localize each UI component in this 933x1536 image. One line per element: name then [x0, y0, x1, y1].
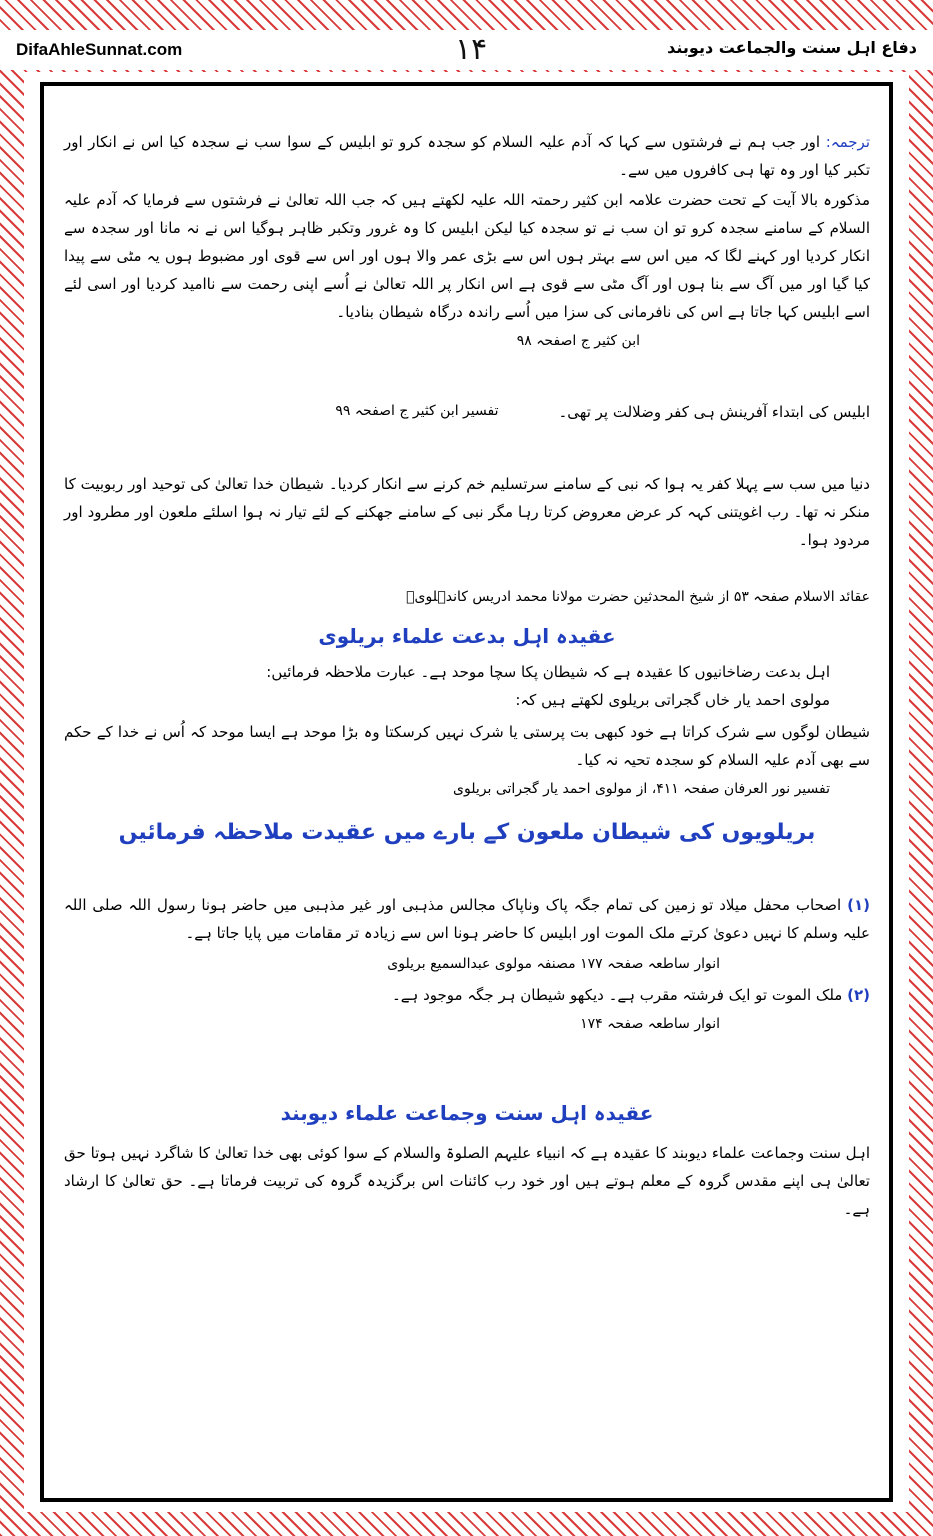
reference-2: تفسیر ابن کثیر ج اصفحہ ۹۹: [335, 403, 499, 419]
paragraph-3: دنیا میں سب سے پہلا کفر یہ ہوا کہ نبی کے سامنے سرتسلیم خم کرنے سے انکار کردیا۔ شیطان خدا تعالیٰ کی توحید اور ربوبیت کا منکر نہ تھا۔ رب اغویتنی کہہ کر عرض معروض کرتا رہا مگر نبی کے سامنے جھکنے کے لئے تیار نہ ہوا اسلئے ملعون اور مطرود اور مردود ہوا۔: [64, 475, 870, 549]
paragraph-2: ابلیس کی ابتداء آفرینش ہی کفر وضلالت پر تھی۔: [558, 403, 870, 421]
paragraph-6: شیطان لوگوں سے شرک کراتا ہے خود کبھی بت پرستی یا شرک نہیں کرسکتا وہ بڑا موحد ہے ایسا موحد کہ اُس نے خدا کے حکم سے بھی آدم علیہ السلام کو سجدہ تحیہ نہ کیا۔: [64, 723, 870, 769]
item-2-number: (۲): [847, 986, 870, 1004]
translation-paragraph: [64, 128, 870, 184]
site-name[interactable]: DifaAhleSunnat.com: [16, 40, 183, 59]
paragraph-2-row: [64, 398, 870, 426]
header: [0, 30, 933, 70]
paragraph-7: اہل سنت وجماعت علماء دیوبند کا عقیدہ ہے کہ انبیاء علیہم الصلوۃ والسلام کے سوا کوئی بھی خدا تعالیٰ کا شاگرد نہیں ہوتا حق تعالیٰ ہی اپنے مقدس گروہ کے معلم ہوتے ہیں اور خود رب کائنات اس برگزیدہ گروہ کی تربیت فرماتا ہے۔ حق تعالیٰ کا ارشاد ہے۔: [64, 1144, 870, 1218]
paragraph-4: اہل بدعت رضاخانیوں کا عقیدہ ہے کہ شیطان پکا سچا موحد ہے۔ عبارت ملاحظہ فرمائیں:: [266, 663, 830, 681]
paragraph-1: مذکورہ بالا آیت کے تحت حضرت علامہ ابن کثیر رحمتہ اللہ علیہ لکھتے ہیں کہ جب اللہ تعالیٰ نے فرشتوں سے فرمایا کہ آدم علیہ السلام کے سامنے سجدہ کرو تو ان سب نے تو سجدہ کیا لیکن ابلیس کا وہ غرور وتکبر ظاہر ہوگیا اس نے نہ مانا اور سجدہ سے انکار کردیا اور کہنے لگا کہ میں اس سے بہتر ہوں اس سے بڑی عمر والا ہوں اور اس سے قوی اور مضبوط ہوں یہ مٹی سے پیدا کیا گیا اور میں آگ سے بنا ہوں اور آگ مٹی سے قوی ہے اس انکار پر اللہ تعالیٰ نے اُسے اپنی رحمت سے ناامید کردیا اور اسی لئے اسے ابلیس کہا جاتا ہے اس کی نافرمانی کی سزا میں اُسے راندہ درگاہ شیطان بنادیا۔: [64, 191, 870, 321]
heading-devotion: بریلویوں کی شیطان ملعون کے بارے میں عقیدت ملاحظہ فرمائیں: [118, 820, 816, 845]
list-item-2: [64, 981, 870, 1009]
heading-barelvi-belief: عقیدہ اہل بدعت علماء بریلوی: [318, 624, 616, 648]
item-1-number: (۱): [847, 896, 871, 914]
paragraph-5: مولوی احمد یار خاں گجراتی بریلوی لکھتے ہیں کہ:: [515, 691, 830, 709]
page-content: [64, 122, 870, 1223]
page-number: ۱۴: [455, 32, 488, 67]
reference-3: عقائد الاسلام صفحہ ۵۳ از شیخ المحدثین حضرت مولانا محمد ادریس کاندہلویؒ: [406, 589, 870, 605]
list-item-1: [64, 891, 870, 947]
reference-5: انوار ساطعہ صفحہ ۱۷۷ مصنفہ مولوی عبدالسمیع بریلوی: [387, 956, 720, 972]
running-title: دفاع اہل سنت والجماعت دیوبند: [667, 38, 917, 57]
item-2-text: ملک الموت تو ایک فرشتہ مقرب ہے۔ دیکھو شیطان ہر جگہ موجود ہے۔: [391, 986, 843, 1004]
reference-1: ابن کثیر ج اصفحہ ۹۸: [516, 333, 640, 349]
item-1-text: اصحاب محفل میلاد تو زمین کی تمام جگہ پاک وناپاک مجالس مذہبی اور غیر مذہبی میں حاضر ہونا رسول اللہ صلی اللہ علیہ وسلم کا نہیں دعویٰ کرتے ملک الموت اور ابلیس کا حاضر ہونا اس سے زیادہ تر مقامات میں پایا جاتا ہے۔: [64, 896, 870, 942]
heading-deobandi-belief: عقیدہ اہل سنت وجماعت علماء دیوبند: [280, 1101, 654, 1125]
reference-4: تفسیر نور العرفان صفحہ ۴۱۱، از مولوی احمد یار گجراتی بریلوی: [453, 781, 830, 797]
translation-label: ترجمہ:: [825, 133, 870, 151]
reference-6: انوار ساطعہ صفحہ ۱۷۴: [580, 1016, 720, 1032]
translation-text: اور جب ہم نے فرشتوں سے کہا کہ آدم علیہ السلام کو سجدہ کرو تو ابلیس کے سوا سب نے سجدہ کیا اس نے انکار اور تکبر کیا اور وہ تھا ہی کافروں میں سے۔: [64, 133, 870, 179]
